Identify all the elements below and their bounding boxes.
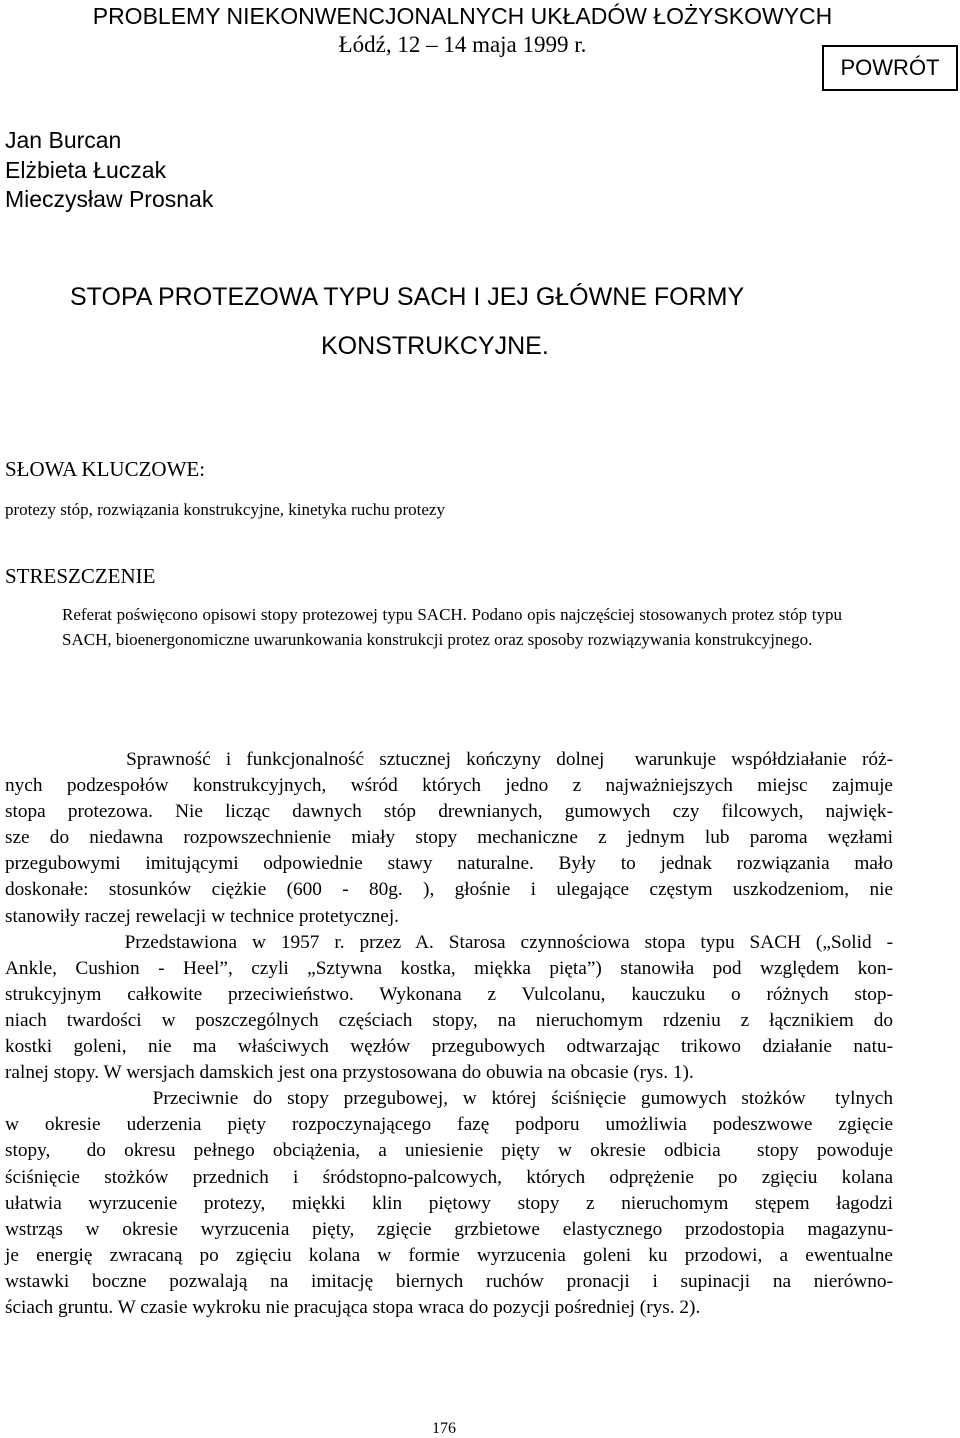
body-line: stopa protezowa. Nie licząc dawnych stóp drewnianych, gumowych czy filcowych, najwięk- [5, 801, 893, 823]
back-button[interactable]: POWRÓT [822, 45, 958, 91]
body-line: wstrząs w okresie wyrzucenia pięty, zgięcie grzbietowe elastycznego przodostopia magazynu- [5, 1218, 893, 1240]
body-line: nych podzespołów konstrukcyjnych, wśród których jedno z najważniejszych miejsc zajmuje [5, 775, 893, 797]
body-line: sze do niedawna rozpowszechnienie miały stopy mechaniczne z jednym lub paroma węzłami [5, 827, 893, 849]
body-line: stopy, do okresu pełnego obciążenia, a uniesienie pięty w okresie odbicia stopy powoduje [5, 1140, 893, 1162]
body-line: ściśnięcie stożków przednich i śródstopno-palcowych, których odprężenie po zgięciu kolana [5, 1166, 893, 1188]
body-line: kostki goleni, nie ma właściwych węzłów przegubowych odtwarzając trikowo działanie natu- [5, 1036, 893, 1058]
body-line: Przeciwnie do stopy przegubowej, w której ściśnięcie gumowych stożków tylnych [5, 1088, 893, 1110]
abstract-text: Referat poświęcono opisowi stopy protezowej typu SACH. Podano opis najczęściej stosowanych protez stóp typu SACH, bioenergonomiczne uwarunkowania konstrukcji protez oraz sposoby rozwiązywania konstrukcyjnego. [62, 605, 842, 649]
body-line: przegubowymi imitującymi odpowiednie stawy naturalne. Były to jednak rozwiązania mało [5, 853, 893, 875]
body-line: Ankle, Cushion - Heel”, czyli „Sztywna kostka, miękka pięta”) stanowiła pod względem kon- [5, 957, 893, 979]
body-line: je energię zwracaną po zgięciu kolana w formie wyrzucenia goleni ku przodowi, a ewentualne [5, 1244, 893, 1266]
conference-title: PROBLEMY NIEKONWENCJONALNYCH UKŁADÓW ŁOŻYSKOWYCH [92, 3, 833, 29]
body-line: w okresie uderzenia pięty rozpoczynającego fazę podporu umożliwia podeszwowe zgięcie [5, 1114, 893, 1136]
conference-date: Łódź, 12 – 14 maja 1999 r. [338, 32, 587, 57]
keywords-text: protezy stóp, rozwiązania konstrukcyjne, kinetyka ruchu protezy [5, 500, 445, 519]
body-line: niach twardości w poszczególnych częściach stopy, na nieruchomym rdzeniu z łącznikiem do [5, 1009, 893, 1031]
body-line: strukcyjnym całkowite przeciwieństwo. Wykonana z Vulcolanu, kauczuku o różnych stop- [5, 983, 893, 1005]
author-name: Elżbieta Łuczak [5, 156, 167, 183]
body-text [5, 747, 893, 1321]
abstract-heading: STRESZCZENIE [5, 564, 156, 588]
body-line: Sprawność i funkcjonalność sztucznej kończyny dolnej warunkuje współdziałanie róż- [5, 749, 893, 770]
author-name: Mieczysław Prosnak [5, 186, 214, 212]
page-number: 176 [432, 1420, 456, 1437]
authors [5, 126, 213, 215]
body-line: Przedstawiona w 1957 r. przez A. Starosa czynnościowa stopa typu SACH („Solid - [5, 931, 893, 953]
body-line: stanowiły raczej rewelacji w technice protetycznej. [5, 905, 399, 927]
author-name: Jan Burcan [5, 127, 122, 153]
paper-title-line-1: STOPA PROTEZOWA TYPU SACH I JEJ GŁÓWNE FORMY [70, 283, 745, 311]
body-line: wstawki boczne pozwalają na imitację biernych ruchów pronacji i supinacji na nierówno- [5, 1270, 893, 1292]
paper-title-line-2: KONSTRUKCYJNE. [321, 332, 549, 360]
body-line: doskonałe: stosunków ciężkie (600 - 80g. ), głośnie i ulegające częstym uszkodzeniom, nie [5, 879, 893, 901]
body-line: ralnej stopy. W wersjach damskich jest ona przystosowana do obuwia na obcasie (rys. 1). [5, 1062, 694, 1084]
body-line: ułatwia wyrzucenie protezy, miękki klin piętowy stopy z nieruchomym stępem łagodzi [5, 1192, 893, 1214]
keywords-heading: SŁOWA KLUCZOWE: [5, 457, 206, 481]
body-line: ściach gruntu. W czasie wykroku nie pracująca stopa wraca do pozycji pośredniej (rys. 2). [5, 1296, 701, 1318]
